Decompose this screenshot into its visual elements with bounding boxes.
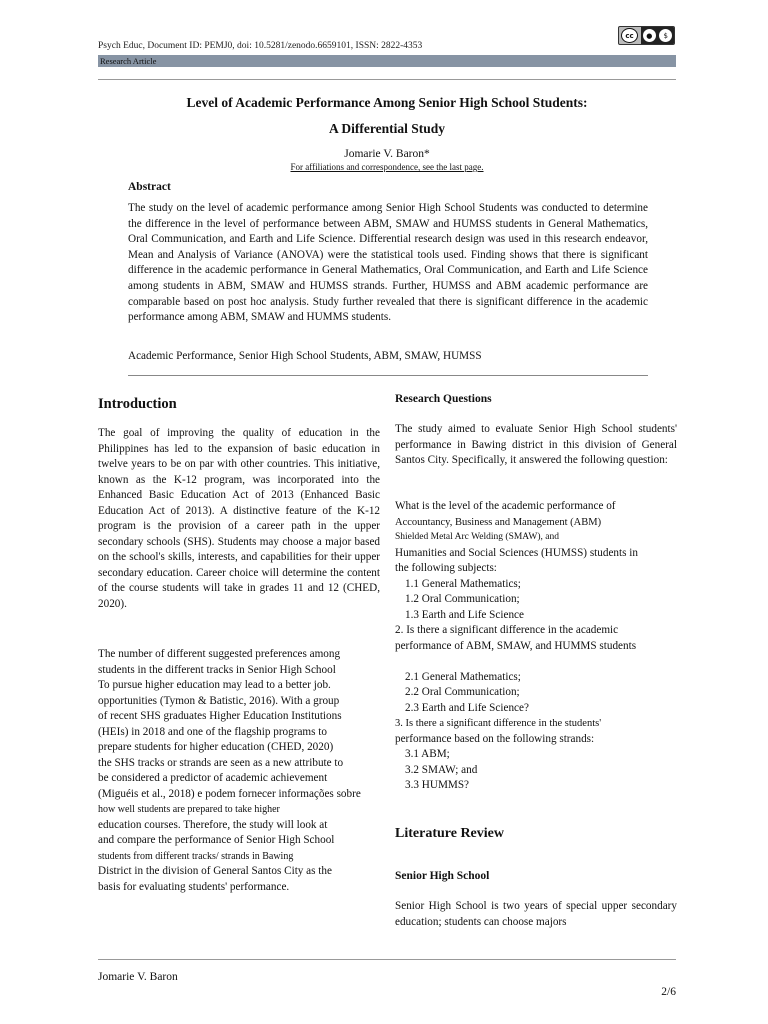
noncommercial-icon: $ (659, 29, 672, 42)
text-line: The goal of improving the quality of education in the (98, 427, 380, 439)
list-item: 1.3 Earth and Life Science (405, 608, 524, 621)
abstract-line: difference in the academic performance among ABM, SMAW and HUMMS students. (128, 295, 649, 324)
text-line: 2013 (Enhanced Basic Education Act of 2013). A (98, 489, 381, 517)
text-line: education courses. Therefore, the study will look at (98, 818, 328, 831)
text-line: be considered a predictor of academic achievement (98, 772, 328, 784)
literature-review-heading: Literature Review (395, 826, 504, 841)
text-line: Students may choose a major based on the school's (98, 535, 381, 563)
abstract-line: academic performance in General Mathematics, Oral Communication, and Earth and Life Science (205, 264, 648, 277)
text-line: The number of different suggested preferences among (98, 648, 341, 660)
abstract-heading: Abstract (128, 181, 171, 193)
footer-divider (98, 959, 676, 960)
senior-high-school-subheading: Senior High School (395, 870, 490, 882)
list-item: the following subjects: (395, 562, 497, 574)
affiliation-note[interactable] (98, 162, 676, 172)
text-line: and 12 (CHED, 2020). (98, 582, 380, 610)
abstract-line: (ANOVA) were the statistical tools used. Finding shows that there is significant difference in the (128, 248, 648, 277)
introduction-heading: Introduction (98, 396, 177, 412)
article-type-banner: Research Article (98, 55, 676, 67)
author-name: Jomarie V. Baron* (344, 148, 430, 160)
text-line: division of General Santos City. Specifically, it (395, 438, 677, 466)
text-line: students from different tracks/ strands in Bawing (98, 850, 294, 862)
text-line: Senior High School is two years of special upper (395, 900, 628, 912)
abstract-line: The study on the level of academic performance among Senior High School Students was (128, 202, 539, 214)
footer-author: Jomarie V. Baron (98, 971, 178, 983)
text-line: of a career path in the upper secondary schools (SHS). (98, 520, 381, 548)
list-item: 3.2 SMAW; and (405, 763, 478, 776)
introduction-paragraph-2 (98, 647, 380, 895)
abstract-divider (128, 375, 648, 376)
list-item: What is the level of the academic performance of (395, 500, 616, 512)
abstract-line: conducted to determine the difference in the level of performance between ABM, SMAW and (128, 202, 648, 230)
abstract-line: Differential research design was used in this research endeavor, Mean and Analysis of Variance (128, 233, 649, 261)
list-item: 3. Is there a significant difference in the students' (395, 718, 602, 729)
text-line: opportunities (Tymon & Batistic, 2016). With a group (98, 694, 340, 707)
text-line: in twelve years to be on par with other countries. This (98, 442, 380, 470)
paper-title-line-2: A Differential Study (328, 121, 445, 136)
list-item: 1.1 General Mathematics; (405, 577, 521, 590)
list-item: performance of ABM, SMAW, and HUMMS students (395, 639, 637, 652)
text-line: basis for evaluating students' performance. (98, 880, 290, 893)
text-line: secondary education. Career choice will determine the (98, 566, 344, 579)
paper-title-line-1: Level of Academic Performance Among Senior High School Students: (186, 95, 588, 110)
list-spacer (395, 654, 677, 670)
literature-review-paragraph (395, 899, 677, 930)
abstract-body (128, 201, 648, 326)
list-item: Shielded Metal Arc Welding (SMAW), and (395, 532, 559, 542)
list-item: 3.3 HUMMS? (405, 779, 470, 791)
list-item: 2.1 General Mathematics; (405, 670, 521, 683)
abstract-line: performance are comparable based on post hoc analysis. Study further revealed that there is significant (128, 279, 649, 308)
document-meta: Psych Educ, Document ID: PEMJ0, doi: 10.5281/zenodo.6659101, ISSN: 2822-4353 (98, 41, 423, 51)
attribution-icon: ● (643, 29, 656, 42)
text-line: (HEIs) in 2018 and one of the flagship programs to (98, 725, 327, 738)
affiliation-link[interactable]: For affiliations and correspondence, see the last page. (290, 162, 484, 172)
research-questions-list (395, 499, 677, 794)
text-line: students' performance in Bawing district in this (395, 423, 677, 451)
text-line: of recent SHS graduates Higher Education Institutions (98, 710, 342, 722)
text-line: Philippines has led to the expansion of basic education (98, 442, 366, 455)
list-item: 1.2 Oral Communication; (405, 593, 520, 605)
header-divider (98, 79, 676, 80)
introduction-paragraph-1 (98, 426, 380, 612)
cc-icon: cc (621, 28, 638, 43)
text-line: secondary education; students can choose majors (395, 900, 677, 928)
text-line: incorporated into the Enhanced Basic Education Act of (98, 473, 381, 501)
abstract-line: HUMSS students in General Mathematics, Oral Communication, and Earth and Life Science. (128, 217, 648, 246)
text-line: (Miguéis et al., 2018) e podem fornecer informações sobre (98, 787, 361, 800)
research-questions-heading: Research Questions (395, 393, 492, 405)
text-line: distinctive feature of the K-12 program is the provision (98, 504, 381, 532)
text-line: prepare students for higher education (CHED, 2020) (98, 741, 334, 753)
keywords: Academic Performance, Senior High School Students, ABM, SMAW, HUMSS (128, 350, 482, 362)
list-item: 2. Is there a significant difference in the academic (395, 624, 619, 636)
list-item: 2.3 Earth and Life Science? (405, 701, 529, 714)
text-line: The study aimed to evaluate Senior High School (395, 423, 633, 435)
text-line: initiative, known as the K-12 program, was (98, 458, 381, 486)
text-line: To pursue higher education may lead to a better job. (98, 679, 331, 691)
text-line: skills, interests, and capabilities for their upper (168, 551, 381, 563)
text-line: the SHS tracks or strands are seen as a new attribute to (98, 756, 344, 769)
text-line: and compare the performance of Senior High School (98, 834, 335, 846)
list-item: 3.1 ABM; (405, 748, 450, 760)
list-item: Accountancy, Business and Management (ABM) (395, 516, 602, 528)
text-line: answered the following question: (519, 454, 668, 466)
creative-commons-license-badge[interactable] (618, 26, 675, 45)
research-questions-intro (395, 422, 677, 469)
text-line: students in the different tracks in Senior High School (98, 663, 336, 676)
text-line: District in the division of General Santos City as the (98, 865, 332, 877)
list-item: performance based on the following strands: (395, 732, 595, 745)
page-number: 2/6 (661, 986, 676, 998)
abstract-line: among students in ABM, SMAW and HUMSS strands. Further, HUMSS and ABM academic (128, 279, 569, 292)
text-line: content of the course students will take in grades 11 (98, 566, 380, 594)
list-item: 2.2 Oral Communication; (405, 686, 520, 698)
list-item: Humanities and Social Sciences (HUMSS) students in (395, 546, 638, 559)
text-line: how well students are prepared to take higher (98, 804, 280, 815)
